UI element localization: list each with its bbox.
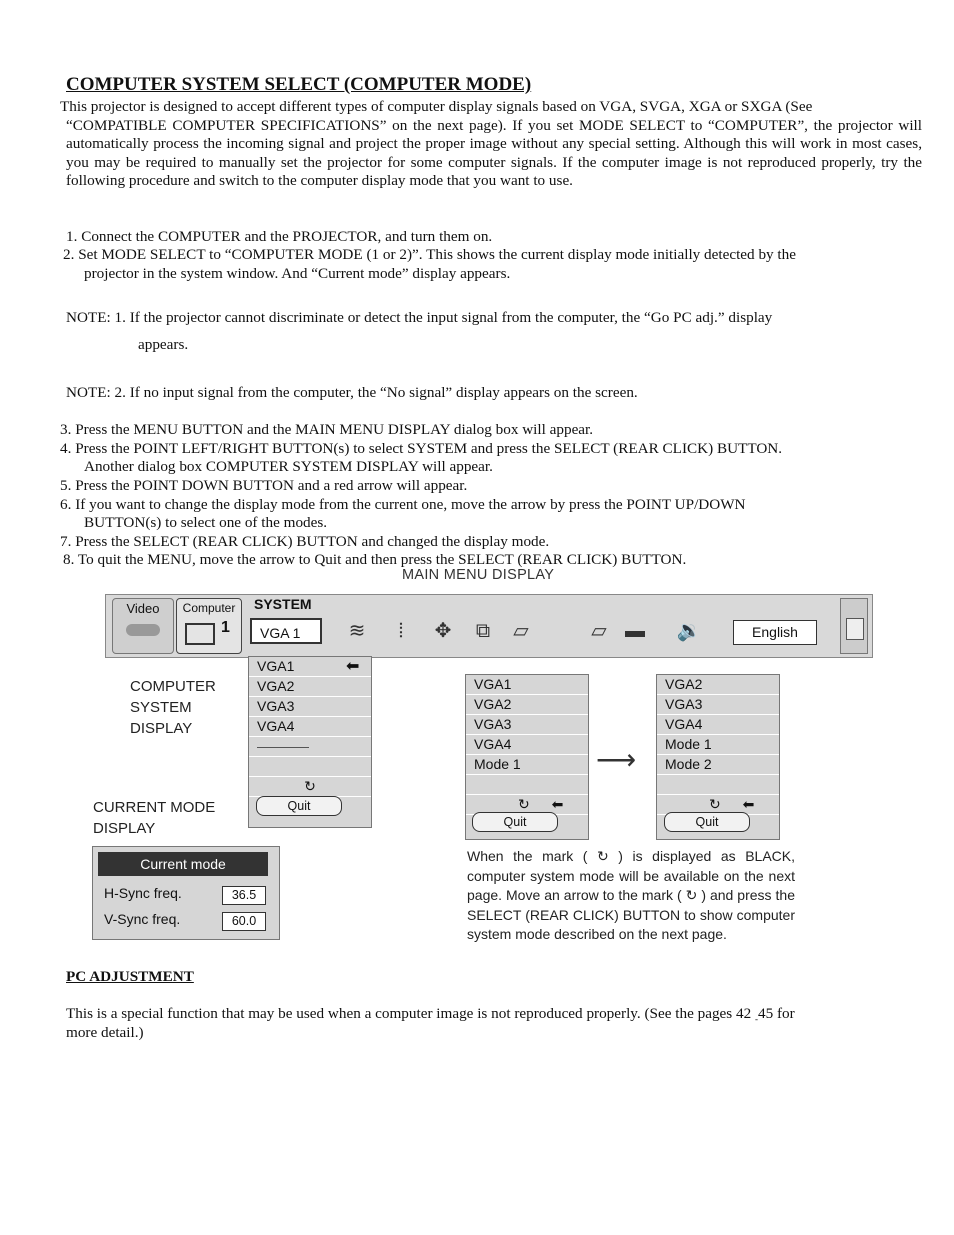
- list-item[interactable]: VGA4: [466, 735, 588, 755]
- list-item-empty: [657, 775, 779, 795]
- rotate-icon[interactable]: ↻ ⬅: [466, 795, 588, 815]
- list-item-empty: [249, 737, 371, 757]
- label-line: COMPUTER: [130, 678, 216, 695]
- scroll-button[interactable]: [846, 618, 864, 640]
- figure-note: When the mark ( ↻ ) is displayed as BLACK, computer system mode will be available on the next page. Move an arrow to the mark ( ↻ ) and press the SELECT (REAR CLICK) BUTTON to show computer system mode described on the next page.: [467, 848, 795, 943]
- intro-line-2: “COMPATIBLE COMPUTER SPECIFICATIONS” on the next page). If you set MODE SELECT to “COMPUTER”, the projector will automatically process the incoming signal and project the proper image without any special setting. Although this will work in most cases, you may be required to manually set the projector for some computer signals. If the computer image is not reproduced properly, try the following procedure and switch to the computer display mode that you want to use.: [66, 116, 922, 190]
- right-arrow-icon: ⟶: [596, 745, 637, 776]
- quit-button[interactable]: Quit: [472, 812, 558, 832]
- list-item-empty: [466, 775, 588, 795]
- label-line: DISPLAY: [130, 720, 193, 737]
- screen-position-icon[interactable]: ⧉: [475, 620, 491, 642]
- slider-adjust-icon[interactable]: ⦙: [398, 620, 404, 642]
- step-1: 1. Connect the COMPUTER and the PROJECTOR, and turn them on.: [66, 228, 493, 245]
- tab-computer-label: Computer: [182, 601, 236, 615]
- pc-text-part: This is a special function that may be used when a computer image is not reproduced properly. (See the pages 42: [66, 1005, 755, 1022]
- step-4: 4. Press the POINT LEFT/RIGHT BUTTON(s) to select SYSTEM and press the SELECT (REAR CLICK) BUTTON.: [60, 440, 783, 457]
- current-mode-header: Current mode: [98, 852, 268, 876]
- step-4-cont: Another dialog box COMPUTER SYSTEM DISPLAY will appear.: [84, 458, 493, 475]
- system-label: SYSTEM: [254, 596, 312, 612]
- pc-adjustment-text-cont: more detail.): [66, 1024, 144, 1041]
- note-1: NOTE: 1. If the projector cannot discriminate or detect the input signal from the computer, the “Go PC adj.” display: [66, 309, 773, 326]
- tab-computer[interactable]: [176, 598, 242, 654]
- screen-icon[interactable]: ▱: [513, 620, 529, 642]
- list-item[interactable]: Mode 2: [657, 755, 779, 775]
- keystone-icon[interactable]: ▱: [591, 620, 607, 642]
- tab-video-label: Video: [126, 601, 160, 616]
- note-1-cont: appears.: [138, 336, 189, 353]
- list-item[interactable]: VGA3: [657, 695, 779, 715]
- red-arrow-icon: ⬅: [346, 658, 360, 675]
- list-item[interactable]: VGA2: [466, 695, 588, 715]
- language-box[interactable]: English: [733, 620, 817, 645]
- page-title: COMPUTER SYSTEM SELECT (COMPUTER MODE): [66, 74, 532, 95]
- step-6: 6. If you want to change the display mode from the current one, move the arrow by press the POINT UP/DOWN: [60, 496, 746, 513]
- list-item[interactable]: VGA3: [249, 697, 371, 717]
- tab-computer-number: 1: [221, 619, 230, 636]
- pc-text-part: 45 for: [758, 1005, 795, 1022]
- step-6-cont: BUTTON(s) to select one of the modes.: [84, 514, 328, 531]
- figure-caption: MAIN MENU DISPLAY: [402, 567, 555, 583]
- list-item-empty: [249, 757, 371, 777]
- move-icon[interactable]: ✥: [434, 620, 452, 642]
- red-arrow-icon: ⬅: [551, 796, 564, 812]
- list-item[interactable]: Mode 1: [657, 735, 779, 755]
- video-icon: [126, 624, 160, 636]
- list-item[interactable]: VGA2: [249, 677, 371, 697]
- rotate-icon[interactable]: ↻ ⬅: [657, 795, 779, 815]
- list-item[interactable]: VGA1: [466, 675, 588, 695]
- step-3: 3. Press the MENU BUTTON and the MAIN MENU DISPLAY dialog box will appear.: [60, 421, 594, 438]
- pc-adjustment-text: [66, 1005, 795, 1024]
- pc-adjustment-title: PC ADJUSTMENT: [66, 968, 194, 985]
- sound-icon[interactable]: 🔉: [676, 620, 702, 642]
- step-2-cont: projector in the system window. And “Current mode” display appears.: [84, 265, 511, 282]
- computer-icon: [185, 623, 215, 645]
- current-vga-box[interactable]: VGA 1: [250, 618, 322, 644]
- current-mode-display-label: [93, 797, 215, 839]
- quit-button[interactable]: Quit: [256, 796, 342, 816]
- vsync-label: V-Sync freq.: [104, 911, 181, 927]
- image-adjust-icon[interactable]: ≋: [348, 620, 366, 642]
- hsync-label: H-Sync freq.: [104, 885, 182, 901]
- label-line: SYSTEM: [130, 699, 192, 716]
- list-item[interactable]: Mode 1: [466, 755, 588, 775]
- red-arrow-icon: ⬅: [742, 796, 755, 812]
- list-item[interactable]: VGA4: [249, 717, 371, 737]
- rotate-icon[interactable]: ↻: [249, 777, 371, 797]
- step-8: 8. To quit the MENU, move the arrow to Quit and then press the SELECT (REAR CLICK) BUTTON.: [63, 551, 687, 568]
- computer-system-display-label: [130, 676, 216, 739]
- list-item[interactable]: VGA3: [466, 715, 588, 735]
- note-2: NOTE: 2. If no input signal from the computer, the “No signal” display appears on the screen.: [66, 384, 638, 401]
- vsync-value: 60.0: [222, 912, 266, 931]
- step-2: 2. Set MODE SELECT to “COMPUTER MODE (1 or 2)”. This shows the current display mode initially detected by the: [63, 246, 796, 263]
- list-item[interactable]: VGA2: [657, 675, 779, 695]
- intro-paragraph: [60, 98, 922, 191]
- step-5: 5. Press the POINT DOWN BUTTON and a red arrow will appear.: [60, 477, 468, 494]
- intro-line-1: This projector is designed to accept different types of computer display signals based on VGA, SVGA, XGA or SXGA (See: [60, 98, 813, 115]
- list-item[interactable]: VGA1: [249, 657, 371, 677]
- projector-icon[interactable]: ▬: [625, 620, 645, 642]
- step-7: 7. Press the SELECT (REAR CLICK) BUTTON and changed the display mode.: [60, 533, 550, 550]
- tab-video[interactable]: [112, 598, 174, 654]
- quit-button[interactable]: Quit: [664, 812, 750, 832]
- hsync-value: 36.5: [222, 886, 266, 905]
- pc-text-dash: -: [755, 1014, 758, 1025]
- label-line: CURRENT MODE: [93, 799, 216, 816]
- list-item[interactable]: VGA4: [657, 715, 779, 735]
- label-line: DISPLAY: [93, 820, 156, 837]
